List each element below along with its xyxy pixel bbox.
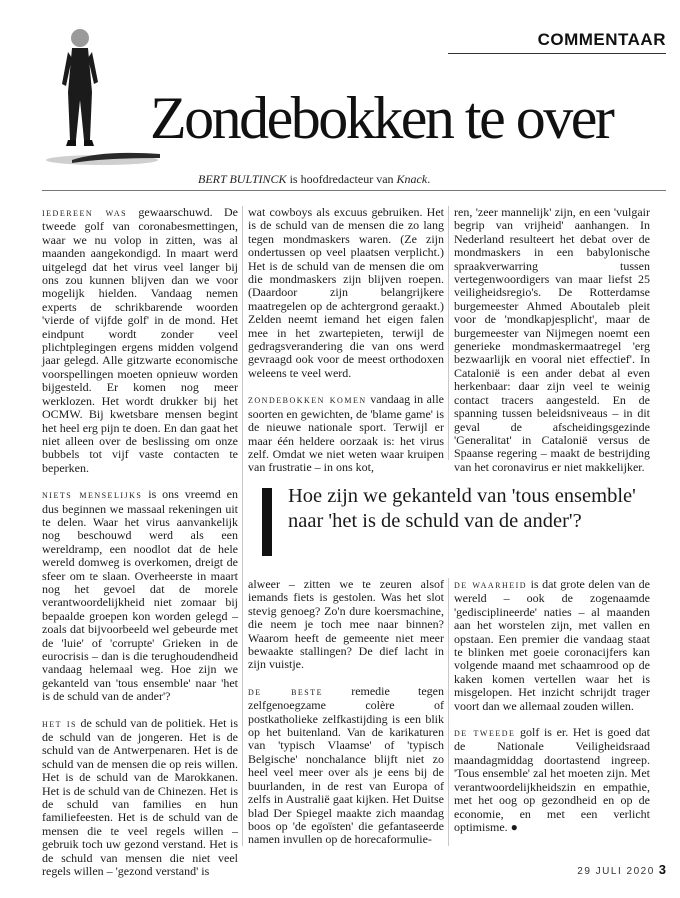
article-paragraph	[42, 488, 238, 704]
top-rule	[448, 53, 666, 54]
article-paragraph	[248, 206, 444, 380]
paragraph-text: is ons vreemd en dus beginnen we massaal rekeningen uit te delen. Waar het virus aanvankelijk nog beschouwd werd als een wereldramp, een noodlot dat de hele wereld domweg is overkomen, dreigt de sfeer om te slaan. Overheerste in maart nog het gevoel dat de morele verantwoordelijkheid niet zomaar bij bepaalde groepen kon worden gelegd – zoals dat bijvoorbeeld wel gebeurde met de 'luie' of 'corrupte' Grieken in de eurocrisis – dan is die terughoudendheid vandaag helemaal weg. Hoe zijn we gekanteld van 'tous ensemble' naar 'het is de schuld van de ander'?	[42, 487, 239, 704]
paragraph-lead-in: de waarheid	[454, 579, 528, 591]
column-separator	[448, 578, 449, 846]
byline-rule	[42, 190, 666, 191]
pull-quote-bar	[262, 488, 272, 556]
paragraph-lead-in: niets menselijks	[42, 489, 143, 502]
paragraph-text: golf is er. Het is goed dat de Nationale Veiligheidsraad maandagmiddag doortastend ingreep. 'Tous ensemble' zal het moeten zijn. Met verantwoordelijkheidszin en empathie, met het oog op gezondheid en op de economie, en met een verlicht optimisme. ●	[454, 725, 650, 834]
column-separator	[448, 206, 449, 460]
headline: Zondebokken te over	[150, 85, 613, 151]
column-3-bottom	[454, 578, 650, 834]
column-1	[42, 206, 238, 879]
article-paragraph	[42, 717, 238, 879]
byline	[198, 172, 430, 187]
article-paragraph	[248, 685, 444, 847]
pull-quote	[262, 484, 642, 564]
article-paragraph	[42, 206, 238, 475]
page-footer	[577, 862, 666, 877]
column-separator	[242, 206, 243, 846]
section-label: COMMENTAAR	[537, 30, 666, 49]
page-number: 3	[658, 862, 666, 877]
column-2-top	[248, 206, 444, 475]
article-paragraph	[248, 578, 444, 672]
byline-author: BERT BULTINCK	[198, 172, 287, 186]
paragraph-lead-in: iedereen was	[42, 207, 128, 219]
article-paragraph	[454, 726, 650, 834]
paragraph-text: is dat grote delen van de wereld – ook de zogenaamde 'gedisciplineerde' naties – al maanden aan het worstelen zijn, met vallen en opstaan. Een premier die vandaag staat te blinken met goeie coronacijfers kan volgende maand met schaamrood op de kaken komen vertellen waar het is misgelopen. Het inzicht schrijdt trager voort dan we allemaal zouden willen.	[454, 577, 650, 713]
paragraph-lead-in: de beste	[248, 685, 324, 698]
paragraph-lead-in: de tweede	[454, 727, 516, 740]
paragraph-lead-in: zondebokken komen	[248, 394, 367, 407]
column-3-top	[454, 206, 650, 474]
pull-quote-text: Hoe zijn we gekanteld van 'tous ensemble' naar 'het is de schuld van de ander'?	[288, 485, 636, 532]
byline-end: .	[427, 172, 431, 186]
article-paragraph	[248, 393, 444, 474]
paragraph-text: alweer – zitten we te zeuren alsof iemands fiets is gestolen. Was het slot stevig genoeg? Zo'n dure koersmachine, die neem je toch mee naar binnen? Waarom heeft de gemeente niet meer bewaakte stallingen? De dief lacht in zijn vuistje.	[248, 577, 444, 672]
paragraph-text: remedie tegen zelfgenoegzame colère of postkatholieke zelfkastijding is een blik op het buitenland. Van de karikaturen van 'typisch Vlaamse' of 'typisch Belgische' nonchalance blijft niet zo heel veel meer over als je eens bij de buurlanden, in de rest van Europa of zelfs in Australië gaat kijken. Het Duitse blad Der Spiegel maakte zich maandag boos op 'de egoïsten' die gefantaseerde namen invullen op de horecaformulie-	[248, 683, 444, 847]
paragraph-text: vandaag in alle soorten en gewichten, de 'blame game' is de nieuwe nationale sport. Terwijl er maar één heldere oorzaak is: het virus zelf. Omdat we niet weten waar kruipen van frustratie – in ons kot,	[248, 392, 444, 475]
byline-publication: Knack	[396, 172, 428, 186]
byline-text: is hoofdredacteur van	[286, 172, 397, 186]
article-paragraph	[454, 578, 650, 713]
article-paragraph	[454, 206, 650, 474]
paragraph-text: de schuld van de politiek. Het is de schuld van de jongeren. Het is de schuld van de Antwerpenaren. Het is de schuld van de mensen die op reis willen. Het is de schuld van de Marokkanen. Het is de schuld van de Chinezen. Het is de schuld van families en hun familiefeesten. Het is de schuld van de mensen die te veel regels willen – gebruik toch uw gezond verstand. Het is de schuld van mensen die niet veel regels willen – 'gezond verstand' is	[42, 715, 238, 879]
paragraph-lead-in: het is	[42, 717, 77, 730]
paragraph-text: gewaarschuwd. De tweede golf van coronabesmettingen, waar we nu volop in zitten, was al maanden aangekondigd. In maart werd uitgelegd dat het virus veel langer bij ons zou kunnen blijven dan we voor mogelijk hielden. Vandaag nemen experts de schrikbarende woorden 'vierde of vijfde golf' in de mond. Het eindpunt wordt zonder veel plichtplegingen ergens midden volgend jaar gelegd. Alle gitzwarte economische voorspellingen moeten opnieuw worden bijgesteld. Er komen nog meer werklozen. Het wordt drukker bij het OCMW. Bij kwetsbare mensen begint het heel erg pijn te doen. En dan gaat het niet alleen over de beslissing om onze bubbels tot vijf vaste contacten te beperken.	[42, 205, 238, 475]
issue-date: 29 JULI 2020	[577, 866, 655, 877]
paragraph-text: ren, 'zeer mannelijk' zijn, en een 'vulgair begrip van vrijheid' aanhangen. In Nederland resulteert het debat over de mondmaskers in een babylonische spraakverwarring tussen vertegenwoordigers van maar liefst 25 veiligheidsregio's. De Rotterdamse burgemeester Ahmed Aboutaleb pleit voor de 'mondkapjesplicht', maar de burgemeester van Nijmegen noemt een generieke mondmaskermaatregel 'erg bezwaarlijk en vooral niet effectief'. In Catalonië is een ander debat al even herkenbaar: daar zijn veel te weinig contact tracers aangesteld. En de spanning tussen beleidsniveaus – in dit geval de afscheidingsgezinde 'Generalitat' in Catalonië versus de Spaanse regering – maakt de bestrijding van het coronavirus er niet makkelijker.	[454, 205, 650, 474]
paragraph-text: wat cowboys als excuus gebruiken. Het is de schuld van de mensen die zo lang tegen mondmaskers waren. (Ze zijn ondertussen op veel plaatsen verplicht.) Het is de schuld van de mensen die om die mondmaskers zijn blijven roepen. (Daardoor zijn belangrijkere maatregelen op de achtergrond geraakt.) Zelden neemt iemand het eigen falen mee in het zwartepieten, terwijl de gedragsverandering die van ons werd gevraagd ook voor de meest orthodoxen weleens te veel werd.	[248, 205, 444, 380]
column-2-bottom	[248, 578, 444, 847]
